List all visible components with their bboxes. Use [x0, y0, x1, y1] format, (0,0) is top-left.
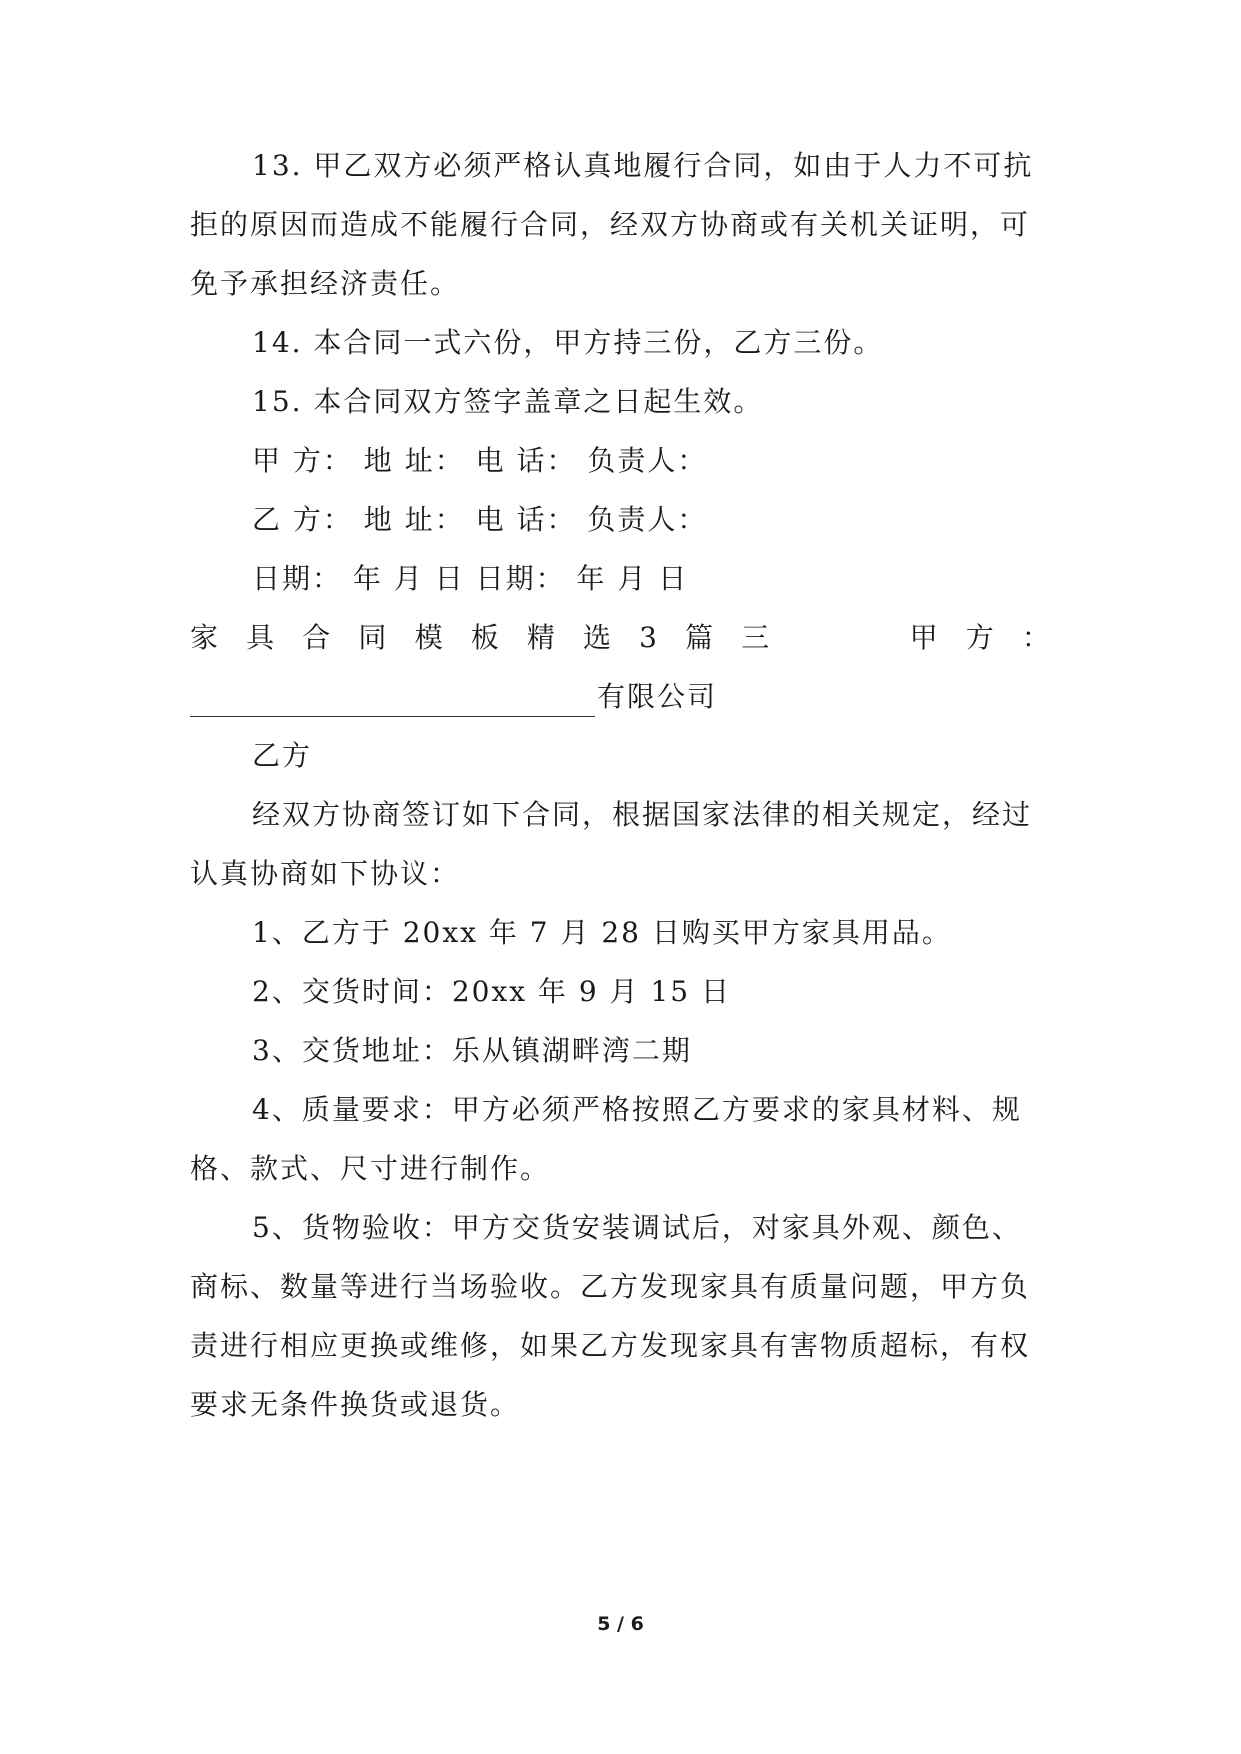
party-a-company-line [190, 677, 1050, 717]
heading-char: 甲 [909, 621, 938, 654]
clause-13-line-1: 13. 甲乙双方必须严格认真地履行合同，如由于人力不可抗 [252, 149, 1034, 182]
heading-spacer [853, 618, 881, 658]
signature-party-b: 乙 方： 地 址： 电 话： 负责人： [252, 503, 708, 536]
party-b-label: 乙方 [252, 739, 313, 772]
heading-char: 具 [246, 621, 275, 654]
heading-char: 选 [582, 621, 611, 654]
heading-char: ： [1021, 621, 1050, 654]
term-3: 3、交货地址：乐从镇湖畔湾二期 [252, 1034, 692, 1067]
term-2: 2、交货时间：20xx 年 9 月 15 日 [252, 975, 731, 1008]
heading-char: 3 [639, 621, 657, 654]
heading-char: 板 [470, 621, 499, 654]
clause-14: 14. 本合同一式六份，甲方持三份，乙方三份。 [252, 326, 884, 359]
heading-char: 方 [965, 621, 994, 654]
blank-fill-line [190, 686, 595, 717]
heading-spacer [797, 618, 825, 658]
heading-char: 三 [741, 621, 770, 654]
heading-char: 精 [526, 621, 555, 654]
term-5-line-1: 5、货物验收：甲方交货安装调试后，对家具外观、颜色、 [252, 1211, 1022, 1244]
intro-line-1: 经双方协商签订如下合同，根据国家法律的相关规定，经过 [252, 798, 1033, 831]
term-5-line-4: 要求无条件换货或退货。 [190, 1388, 521, 1421]
heading-char: 合 [302, 621, 331, 654]
term-5-line-3: 责进行相应更换或维修，如果乙方发现家具有害物质超标，有权 [190, 1329, 1031, 1362]
company-suffix: 有限公司 [597, 680, 718, 713]
heading-char: 模 [414, 621, 443, 654]
page-number: 5 / 6 [597, 1613, 644, 1635]
term-4-line-2: 格、款式、尺寸进行制作。 [190, 1152, 551, 1185]
contract-heading-row [190, 618, 1050, 658]
term-1: 1、乙方于 20xx 年 7 月 28 日购买甲方家具用品。 [252, 916, 952, 949]
term-5-line-2: 商标、数量等进行当场验收。乙方发现家具有质量问题，甲方负 [190, 1270, 1031, 1303]
clause-13-line-2: 拒的原因而造成不能履行合同，经双方协商或有关机关证明，可 [190, 208, 1031, 241]
heading-char: 同 [358, 621, 387, 654]
term-4-line-1: 4、质量要求：甲方必须严格按照乙方要求的家具材料、规 [252, 1093, 1022, 1126]
clause-15: 15. 本合同双方签字盖章之日起生效。 [252, 385, 764, 418]
clause-13-line-3: 免予承担经济责任。 [190, 267, 461, 300]
signature-dates: 日期： 年 月 日 日期： 年 月 日 [252, 562, 689, 595]
signature-party-a: 甲 方： 地 址： 电 话： 负责人： [252, 444, 708, 477]
heading-char: 篇 [685, 621, 714, 654]
intro-line-2: 认真协商如下协议： [190, 857, 461, 890]
heading-char: 家 [190, 621, 219, 654]
